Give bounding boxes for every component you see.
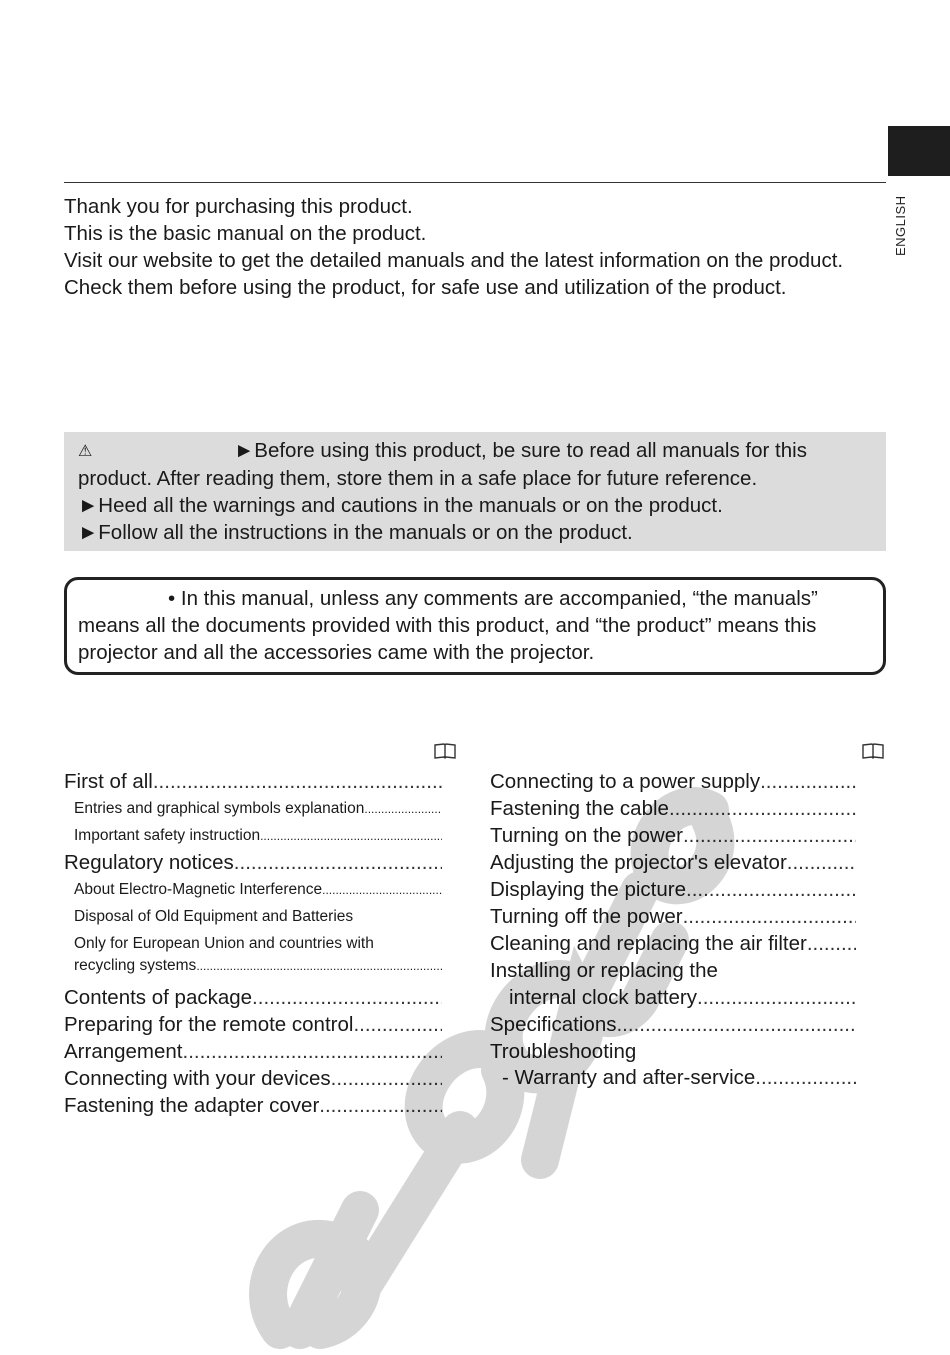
toc-entry[interactable]: Contents of package .....	[64, 984, 442, 1011]
toc-entry[interactable]: First of all .....	[64, 768, 442, 795]
toc-entry[interactable]: Installing or replacing the	[490, 959, 718, 982]
intro-text	[64, 193, 874, 301]
toc-subentry[interactable]: Disposal of Old Equipment and Batteries	[74, 908, 354, 925]
note-text: • In this manual, unless any comments are accompanied, “the manuals” means all the documents provided with this product, and “the product” means this projector and all the accessories came with the projector.	[78, 587, 818, 664]
book-icon	[862, 742, 884, 762]
toc-entry[interactable]: Specifications .....	[490, 1011, 856, 1038]
toc-entry[interactable]: Arrangement .....	[64, 1038, 442, 1065]
toc-right-column	[490, 768, 856, 1091]
toc-entry[interactable]: Displaying the picture .....	[490, 876, 856, 903]
toc-subentry[interactable]: Only for European Union and countries with	[74, 935, 374, 952]
header-rule	[64, 182, 886, 183]
toc-entry[interactable]: Preparing for the remote control .....	[64, 1011, 442, 1038]
toc-entry[interactable]: Turning off the power .....	[490, 903, 856, 930]
toc-entry[interactable]: - Warranty and after-service .....	[490, 1065, 856, 1091]
intro-line-2: This is the basic manual on the product.	[64, 222, 427, 245]
language-tab	[888, 126, 950, 176]
warning-line-3: ►Follow all the instructions in the manuals or on the product.	[78, 521, 633, 544]
toc-subentry[interactable]: recycling systems .....	[64, 954, 442, 981]
toc-subentry[interactable]: Entries and graphical symbols explanation .....	[64, 795, 442, 822]
toc-subentry[interactable]: About Electro-Magnetic Interference .....	[64, 876, 442, 903]
toc-entry[interactable]: Troubleshooting	[490, 1040, 637, 1063]
toc-entry[interactable]: Connecting to a power supply .....	[490, 768, 856, 795]
toc-entry[interactable]: Fastening the cable .....	[490, 795, 856, 822]
toc-left-column	[64, 768, 442, 1119]
warning-line-1	[78, 437, 874, 492]
toc-entry[interactable]: Adjusting the projector's elevator .....	[490, 849, 856, 876]
warning-text-1: ►Before using this product, be sure to read all manuals for this product. After reading them, store them in a safe place for future reference.	[78, 439, 807, 490]
note-box	[64, 577, 886, 675]
toc-entry[interactable]: internal clock battery .....	[490, 984, 856, 1011]
toc-entry[interactable]: Turning on the power .....	[490, 822, 856, 849]
note-paragraph	[78, 585, 873, 666]
toc-entry[interactable]: Fastening the adapter cover .....	[64, 1092, 442, 1119]
toc-entry[interactable]: Cleaning and replacing the air filter .....	[490, 930, 856, 957]
toc-entry[interactable]: Regulatory notices .....	[64, 849, 442, 876]
warning-triangle-icon: ⚠	[78, 443, 93, 460]
toc-entry[interactable]: Connecting with your devices .....	[64, 1065, 442, 1092]
warning-box	[64, 432, 886, 551]
warning-line-2: ►Heed all the warnings and cautions in the manuals or on the product.	[78, 494, 723, 517]
intro-line-3: Visit our website to get the detailed manuals and the latest information on the product. Check them before using the product, for safe use and utilization of the product.	[64, 249, 844, 299]
intro-line-1: Thank you for purchasing this product.	[64, 195, 413, 218]
book-icon	[434, 742, 456, 762]
language-label: ENGLISH	[893, 195, 908, 256]
toc-subentry[interactable]: Important safety instruction .....	[64, 822, 442, 849]
